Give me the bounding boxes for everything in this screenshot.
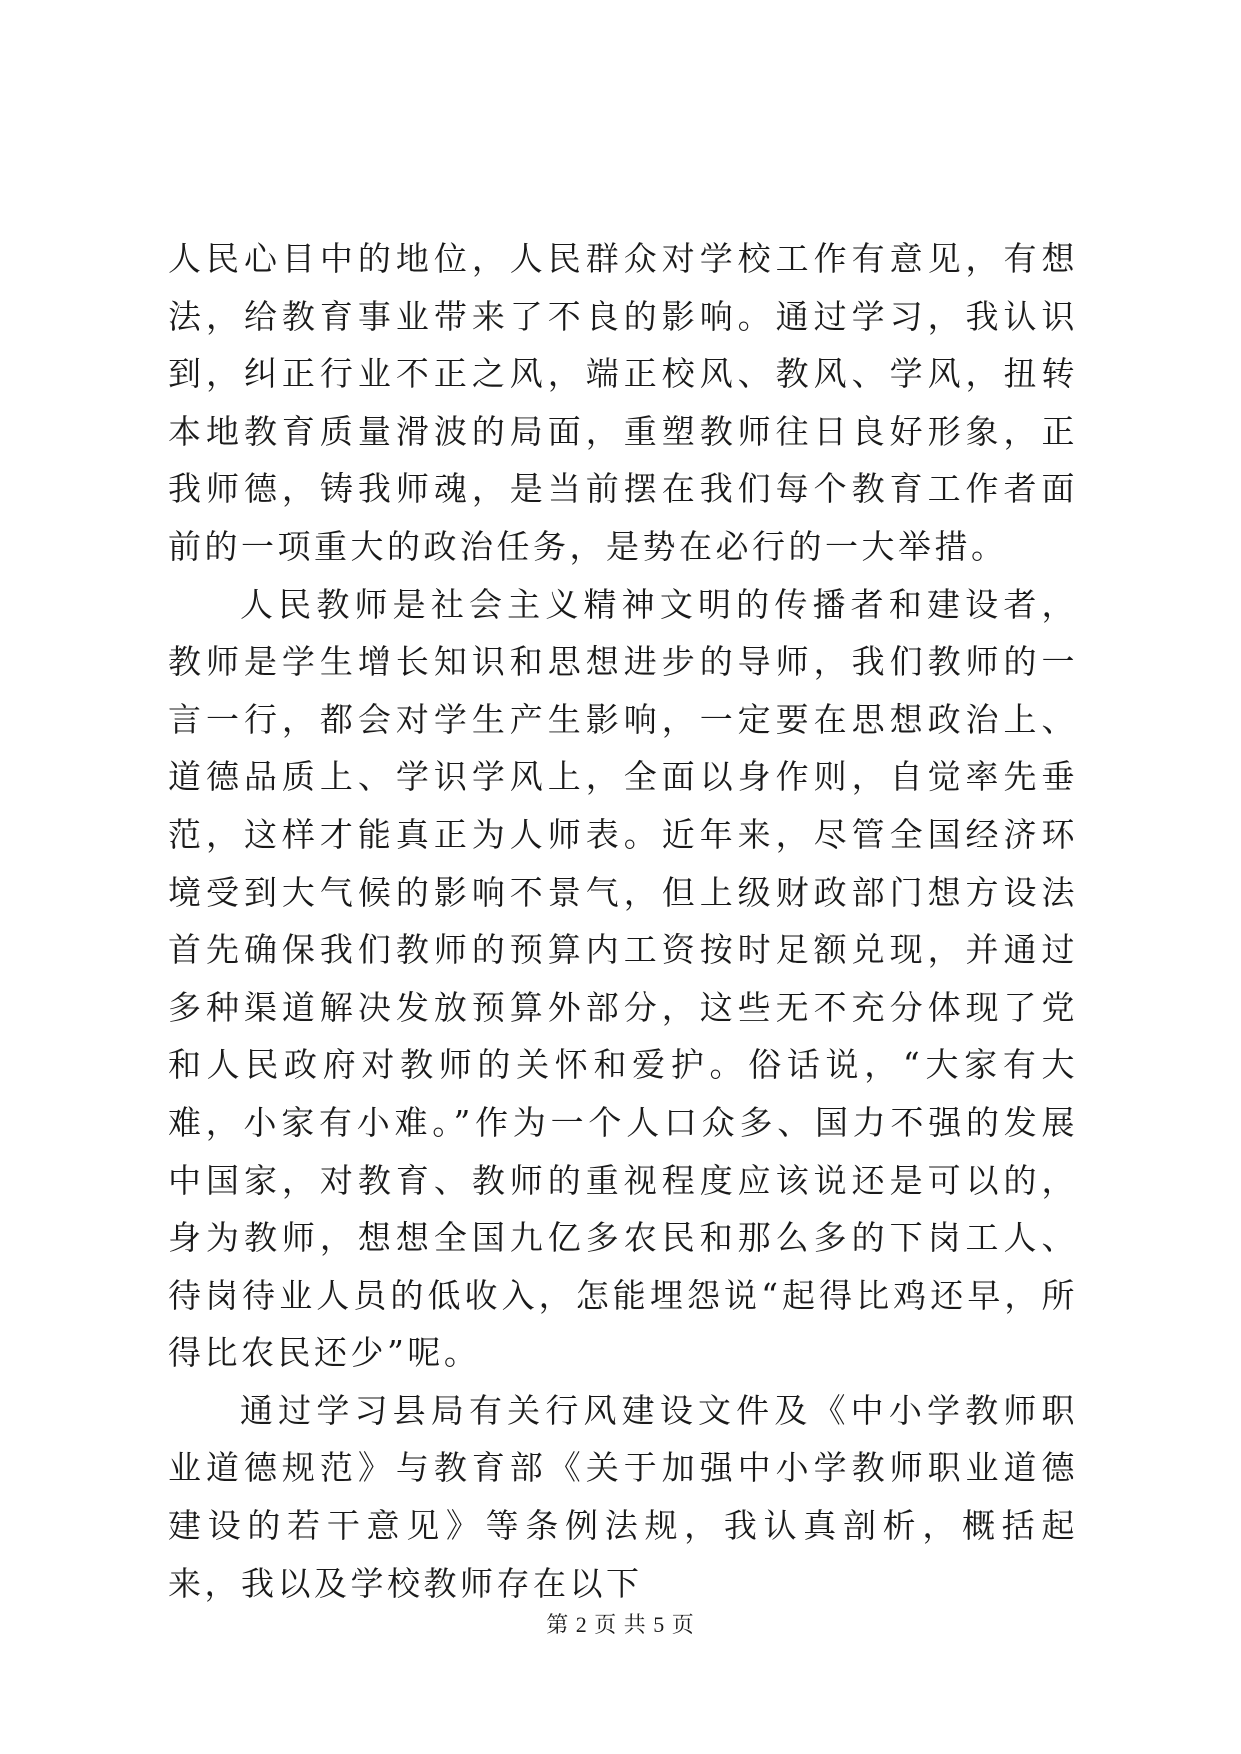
- page-footer: 第 2 页 共 5 页: [546, 1612, 695, 1637]
- document-body: [168, 230, 1078, 1612]
- paragraph-study-analysis: 通过学习县局有关行风建设文件及《中小学教师职业道德规范》与教育部《关于加强中小学教师职业道德建设的若干意见》等条例法规，我认真剖析，概括起来，我以及学校教师存在以下: [168, 1390, 1078, 1603]
- paragraph-continuation: 人民心目中的地位，人民群众对学校工作有意见，有想法，给教育事业带来了不良的影响。通过学习，我认识到，纠正行业不正之风，端正校风、教风、学风，扭转本地教育质量滑波的局面，重塑教师往日良好形象，正我师德，铸我师魂，是当前摆在我们每个教育工作者面前的一项重大的政治任务，是势在必行的一大举措。: [168, 239, 1078, 566]
- paragraph-teacher-role: 人民教师是社会主义精神文明的传播者和建设者，教师是学生增长知识和思想进步的导师，我们教师的一言一行，都会对学生产生影响，一定要在思想政治上、道德品质上、学识学风上，全面以身作则，自觉率先垂范，这样才能真正为人师表。近年来，尽管全国经济环境受到大气候的影响不景气，但上级财政部门想方设法首先确保我们教师的预算内工资按时足额兑现，并通过多种渠道解决发放预算外部分，这些无不充分体现了党和人民政府对教师的关怀和爱护。俗话说，“大家有大难，小家有小难。”作为一个人口众多、国力不强的发展中国家，对教育、教师的重视程度应该说还是可以的，身为教师，想想全国九亿多农民和那么多的下岗工人、待岗待业人员的低收入，怎能埋怨说“起得比鸡还早，所得比农民还少”呢。: [168, 584, 1078, 1373]
